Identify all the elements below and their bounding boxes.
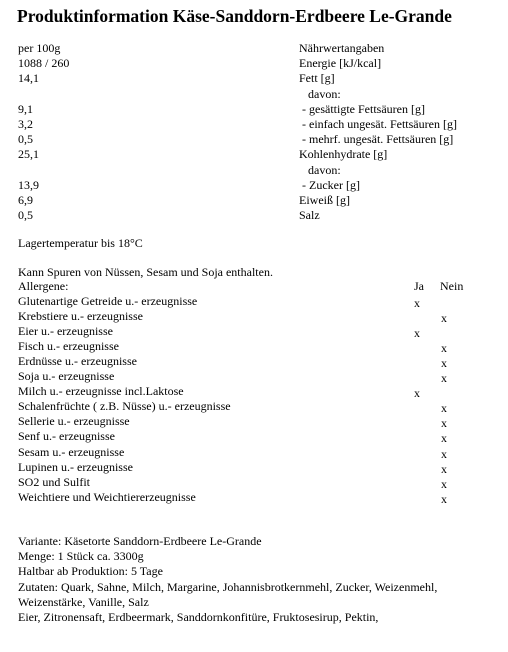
allergen-row — [0, 339, 508, 354]
nutrition-label: Eiweiß [g] — [299, 192, 350, 207]
nutrition-row — [0, 132, 508, 147]
allergen-row — [0, 309, 508, 324]
allergen-name: Schalenfrüchte ( z.B. Nüsse) u.- erzeugnisse — [18, 399, 231, 414]
storage-temperature: Lagertemperatur bis 18°C — [18, 236, 143, 250]
allergen-header-nein: Nein — [440, 279, 464, 293]
nutrition-row — [0, 102, 508, 117]
nutrition-label: Fett [g] — [299, 71, 335, 86]
traces-notice: Kann Spuren von Nüssen, Sesam und Soja enthalten. — [18, 265, 273, 279]
allergen-name: Eier u.- erzeugnisse — [18, 324, 113, 339]
allergen-row — [0, 414, 508, 429]
nutrition-row — [0, 193, 508, 208]
nutrition-value: per 100g — [18, 41, 61, 55]
nutrition-row — [0, 56, 508, 71]
nutrition-label: - gesättigte Fettsäuren [g] — [299, 101, 425, 116]
nutrition-value: 1088 / 260 — [18, 56, 70, 71]
allergen-row — [0, 399, 508, 414]
nutrition-value: 3,2 — [18, 116, 33, 131]
allergen-name: Milch u.- erzeugnisse incl.Laktose — [18, 384, 184, 399]
allergen-name: Sellerie u.- erzeugnisse — [18, 414, 130, 429]
allergen-row — [0, 490, 508, 505]
allergen-nein-mark: x — [441, 446, 447, 461]
allergen-name: Senf u.- erzeugnisse — [18, 429, 115, 444]
zutaten-line-2: Weizenstärke, Vanille, Salz — [18, 594, 149, 609]
allergen-name: Soja u.- erzeugnisse — [18, 369, 115, 384]
allergen-nein-mark: x — [441, 311, 447, 326]
nutrition-row — [0, 87, 508, 102]
allergen-row — [0, 384, 508, 399]
allergen-header-ja: Ja — [414, 279, 424, 293]
nutrition-label: davon: — [299, 162, 341, 177]
nutrition-value: 6,9 — [18, 192, 33, 207]
nutrition-value: 14,1 — [18, 71, 39, 86]
nutrition-row — [0, 208, 508, 223]
haltbar-line: Haltbar ab Produktion: 5 Tage — [18, 564, 163, 579]
nutrition-label: Kohlenhydrate [g] — [299, 147, 388, 162]
allergen-name: Glutenartige Getreide u.- erzeugnisse — [18, 294, 198, 309]
allergen-row — [0, 294, 508, 309]
zutaten-line-1: Zutaten: Quark, Sahne, Milch, Margarine, Johannisbrotkernmehl, Zucker, Weizenmehl, — [18, 579, 438, 594]
allergen-name: Erdnüsse u.- erzeugnisse — [18, 354, 137, 369]
allergen-name: Weichtiere und Weichtiererzeugnisse — [18, 489, 196, 504]
allergen-nein-mark: x — [441, 356, 447, 371]
nutrition-row — [0, 163, 508, 178]
allergen-nein-mark: x — [441, 431, 447, 446]
allergen-ja-mark: x — [414, 386, 420, 401]
allergen-row — [0, 354, 508, 369]
allergen-row — [0, 475, 508, 490]
product-details — [18, 534, 498, 625]
nutrition-label: - mehrf. ungesät. Fettsäuren [g] — [299, 132, 454, 147]
nutrition-row — [0, 117, 508, 132]
nutrition-label: Nährwertangaben — [299, 41, 385, 55]
allergen-ja-mark: x — [414, 326, 420, 341]
allergen-nein-mark: x — [441, 416, 447, 431]
page-title: Produktinformation Käse-Sanddorn-Erdbeere Le-Grande — [17, 6, 452, 26]
nutrition-row — [0, 41, 508, 56]
nutrition-row — [0, 71, 508, 86]
allergen-name: Fisch u.- erzeugnisse — [18, 339, 119, 354]
allergen-row — [0, 445, 508, 460]
nutrition-label: - einfach ungesät. Fettsäuren [g] — [299, 116, 457, 131]
nutrition-label: Salz — [299, 208, 320, 223]
allergen-nein-mark: x — [441, 401, 447, 416]
allergen-row — [0, 460, 508, 475]
nutrition-value: 9,1 — [18, 101, 33, 116]
allergen-row — [0, 369, 508, 384]
allergen-nein-mark: x — [441, 341, 447, 356]
allergen-row — [0, 324, 508, 339]
allergen-row — [0, 429, 508, 444]
allergen-header-label: Allergene: — [18, 279, 69, 293]
nutrition-value: 0,5 — [18, 208, 33, 223]
nutrition-value: 0,5 — [18, 132, 33, 147]
allergen-nein-mark: x — [441, 371, 447, 386]
menge-line: Menge: 1 Stück ca. 3300g — [18, 549, 144, 564]
nutrition-value: 25,1 — [18, 147, 39, 162]
nutrition-table — [0, 41, 508, 223]
allergen-nein-mark: x — [441, 491, 447, 506]
allergen-name: Lupinen u.- erzeugnisse — [18, 459, 133, 474]
allergen-nein-mark: x — [441, 476, 447, 491]
allergen-name: Sesam u.- erzeugnisse — [18, 444, 125, 459]
variante-line: Variante: Käsetorte Sanddorn-Erdbeere Le-Grande — [18, 534, 262, 548]
nutrition-label: - Zucker [g] — [299, 177, 360, 192]
allergen-ja-mark: x — [414, 296, 420, 311]
nutrition-row — [0, 178, 508, 193]
allergen-nein-mark: x — [441, 461, 447, 476]
nutrition-label: davon: — [299, 86, 341, 101]
allergen-header-row — [0, 279, 508, 294]
nutrition-value: 13,9 — [18, 177, 39, 192]
allergen-name: SO2 und Sulfit — [18, 474, 91, 489]
nutrition-label: Energie [kJ/kcal] — [299, 56, 382, 71]
allergen-name: Krebstiere u.- erzeugnisse — [18, 309, 143, 324]
allergen-table — [0, 279, 508, 505]
nutrition-row — [0, 147, 508, 162]
zutaten-line-3: Eier, Zitronensaft, Erdbeermark, Sanddornkonfitüre, Fruktosesirup, Pektin, — [18, 610, 379, 625]
